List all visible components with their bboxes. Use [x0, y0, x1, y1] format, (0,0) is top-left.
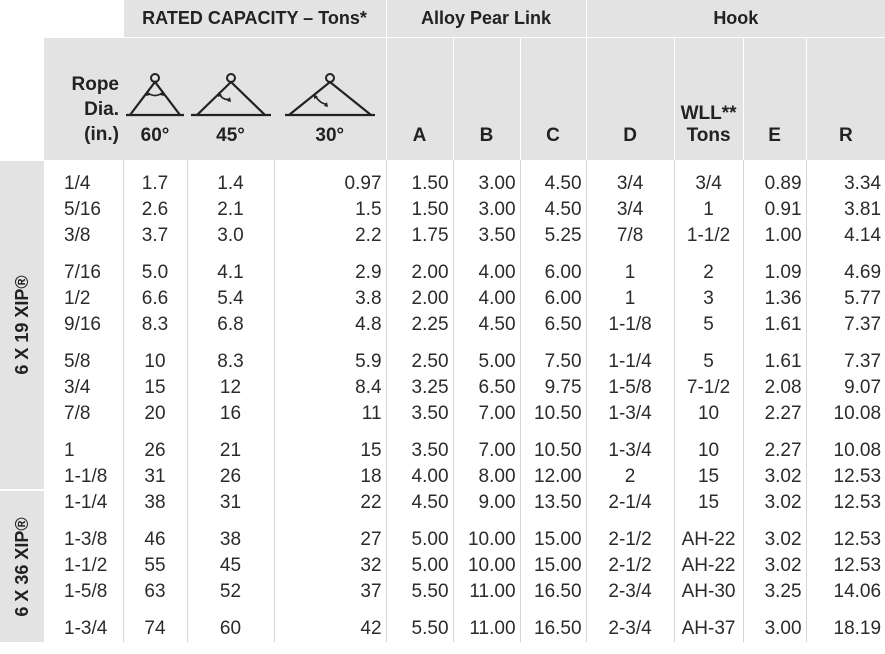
cell-hook-wll: 1-1/2 — [674, 223, 743, 249]
cell-cap-60: 15 — [123, 375, 187, 401]
cell-link-b: 10.00 — [453, 516, 520, 553]
cell-hook-r: 12.53 — [806, 490, 885, 516]
pear-link-header: Alloy Pear Link — [386, 0, 586, 38]
cell-hook-wll: 3/4 — [674, 160, 743, 197]
cell-hook-r: 12.53 — [806, 516, 885, 553]
cell-cap-60: 6.6 — [123, 286, 187, 312]
cell-cap-45: 8.3 — [187, 338, 274, 375]
cell-cap-45: 60 — [187, 605, 274, 642]
cell-hook-d: 1-5/8 — [586, 375, 674, 401]
cell-hook-wll: AH-30 — [674, 579, 743, 605]
cell-rope-dia: 5/8 — [64, 351, 91, 372]
cell-rope-dia: 3/8 — [64, 225, 91, 246]
table-row — [0, 579, 885, 605]
cell-hook-e: 1.09 — [743, 249, 806, 286]
cell-cap-30: 15 — [274, 427, 386, 464]
cell-hook-r: 4.69 — [806, 249, 885, 286]
cell-cap-60: 74 — [123, 605, 187, 642]
cell-hook-e: 3.02 — [743, 490, 806, 516]
cell-hook-e: 1.61 — [743, 338, 806, 375]
cell-link-c: 16.50 — [520, 579, 586, 605]
cell-cap-45: 21 — [187, 427, 274, 464]
cell-rope-dia: 9/16 — [64, 314, 101, 335]
cell-hook-e: 3.25 — [743, 579, 806, 605]
table-row — [0, 338, 885, 375]
cell-link-c: 15.00 — [520, 553, 586, 579]
cell-rope-dia: 1/2 — [64, 288, 91, 309]
cell-cap-45: 6.8 — [187, 312, 274, 338]
cell-hook-e: 1.36 — [743, 286, 806, 312]
cell-link-b: 3.00 — [453, 160, 520, 197]
table-row — [0, 375, 885, 401]
cell-link-c: 6.50 — [520, 312, 586, 338]
cell-rope-dia: 1-3/4 — [64, 618, 108, 639]
cell-hook-wll: 15 — [674, 464, 743, 490]
corner-blank — [0, 0, 44, 38]
cell-link-c: 6.00 — [520, 249, 586, 286]
cell-cap-30: 8.4 — [274, 375, 386, 401]
cell-link-c: 5.25 — [520, 223, 586, 249]
cell-hook-e: 2.08 — [743, 375, 806, 401]
cell-hook-wll: 5 — [674, 312, 743, 338]
cell-cap-30: 0.97 — [274, 160, 386, 197]
table-row — [0, 312, 885, 338]
cell-cap-30: 1.5 — [274, 197, 386, 223]
table-row — [0, 160, 885, 197]
cell-link-c: 7.50 — [520, 338, 586, 375]
cell-hook-d: 2-1/2 — [586, 553, 674, 579]
cell-link-a: 5.50 — [386, 605, 453, 642]
cell-hook-e: 1.61 — [743, 312, 806, 338]
cell-hook-wll: 1 — [674, 197, 743, 223]
cell-cap-60: 3.7 — [123, 223, 187, 249]
cell-cap-30: 5.9 — [274, 338, 386, 375]
cell-cap-30: 27 — [274, 516, 386, 553]
wll-header: WLL** Tons — [674, 38, 743, 161]
cell-link-a: 5.50 — [386, 579, 453, 605]
table-row — [0, 516, 885, 553]
cell-link-b: 4.00 — [453, 249, 520, 286]
cell-hook-d: 1 — [586, 286, 674, 312]
side-label-6x19: 6 X 19 XIP® — [0, 160, 44, 490]
table-row — [0, 427, 885, 464]
cell-hook-e: 0.89 — [743, 160, 806, 197]
cell-cap-45: 38 — [187, 516, 274, 553]
cell-link-a: 3.50 — [386, 401, 453, 427]
cell-link-b: 11.00 — [453, 605, 520, 642]
sling-60-icon — [126, 71, 184, 121]
cell-hook-d: 1 — [586, 249, 674, 286]
corner-blank-rope — [44, 0, 123, 38]
table-row — [0, 490, 885, 516]
cell-cap-60: 10 — [123, 338, 187, 375]
cell-link-b: 8.00 — [453, 464, 520, 490]
cell-hook-e: 3.02 — [743, 464, 806, 490]
cell-cap-30: 18 — [274, 464, 386, 490]
cell-hook-r: 12.53 — [806, 553, 885, 579]
cell-cap-45: 3.0 — [187, 223, 274, 249]
cell-hook-wll: 5 — [674, 338, 743, 375]
rope-dia-header: Rope Dia. (in.) — [44, 38, 123, 161]
cell-hook-d: 1-1/8 — [586, 312, 674, 338]
cell-hook-d: 1-3/4 — [586, 401, 674, 427]
cell-link-b: 11.00 — [453, 579, 520, 605]
cell-cap-30: 37 — [274, 579, 386, 605]
cell-hook-r: 5.77 — [806, 286, 885, 312]
angle-30-header: 30° — [274, 38, 386, 161]
table-row — [0, 197, 885, 223]
cell-rope-dia: 1/4 — [64, 173, 91, 194]
cell-link-c: 13.50 — [520, 490, 586, 516]
cell-hook-wll: 10 — [674, 427, 743, 464]
cell-hook-wll: 15 — [674, 490, 743, 516]
angle-60-header: 60° — [123, 38, 187, 161]
cell-link-a: 4.00 — [386, 464, 453, 490]
cell-link-c: 4.50 — [520, 197, 586, 223]
cell-link-b: 7.00 — [453, 427, 520, 464]
cell-hook-wll: 7-1/2 — [674, 375, 743, 401]
cell-cap-30: 22 — [274, 490, 386, 516]
cell-cap-45: 5.4 — [187, 286, 274, 312]
cell-hook-r: 9.07 — [806, 375, 885, 401]
cell-link-b: 5.00 — [453, 338, 520, 375]
cell-link-a: 5.00 — [386, 553, 453, 579]
cell-hook-e: 1.00 — [743, 223, 806, 249]
cell-rope-dia: 1-3/8 — [64, 529, 108, 550]
cell-cap-30: 32 — [274, 553, 386, 579]
cell-cap-45: 16 — [187, 401, 274, 427]
cell-link-b: 4.50 — [453, 312, 520, 338]
cell-hook-d: 1-1/4 — [586, 338, 674, 375]
col-a-header: A — [386, 38, 453, 161]
cell-hook-d: 3/4 — [586, 160, 674, 197]
hook-header: Hook — [586, 0, 885, 38]
cell-hook-r: 12.53 — [806, 464, 885, 490]
cell-cap-45: 4.1 — [187, 249, 274, 286]
cell-cap-60: 63 — [123, 579, 187, 605]
cell-link-c: 12.00 — [520, 464, 586, 490]
table-body — [0, 160, 885, 642]
cell-rope-dia: 7/8 — [64, 403, 91, 424]
cell-hook-d: 2-1/2 — [586, 516, 674, 553]
cell-link-b: 3.00 — [453, 197, 520, 223]
cell-cap-60: 46 — [123, 516, 187, 553]
cell-hook-d: 7/8 — [586, 223, 674, 249]
cell-hook-d: 1-3/4 — [586, 427, 674, 464]
cell-link-a: 5.00 — [386, 516, 453, 553]
col-d-header: D — [586, 38, 674, 161]
table-row — [0, 401, 885, 427]
col-b-header: B — [453, 38, 520, 161]
table-row — [0, 286, 885, 312]
cell-link-a: 1.75 — [386, 223, 453, 249]
cell-hook-d: 2-1/4 — [586, 490, 674, 516]
corner-blank-2 — [0, 38, 44, 161]
cell-link-c: 4.50 — [520, 160, 586, 197]
cell-hook-wll: 3 — [674, 286, 743, 312]
cell-link-c: 10.50 — [520, 427, 586, 464]
table-row — [0, 605, 885, 642]
cell-hook-r: 3.81 — [806, 197, 885, 223]
cell-cap-30: 3.8 — [274, 286, 386, 312]
col-e-header: E — [743, 38, 806, 161]
cell-link-a: 1.50 — [386, 160, 453, 197]
cell-hook-d: 2 — [586, 464, 674, 490]
table-row — [0, 464, 885, 490]
cell-link-a: 2.00 — [386, 249, 453, 286]
cell-hook-e: 3.02 — [743, 516, 806, 553]
cell-hook-e: 2.27 — [743, 427, 806, 464]
cell-rope-dia: 1-1/4 — [64, 492, 108, 513]
cell-hook-wll: 10 — [674, 401, 743, 427]
cell-cap-45: 26 — [187, 464, 274, 490]
table-row — [0, 553, 885, 579]
cell-hook-wll: AH-37 — [674, 605, 743, 642]
cell-hook-r: 7.37 — [806, 312, 885, 338]
cell-cap-60: 20 — [123, 401, 187, 427]
cell-rope-dia: 1-1/2 — [64, 555, 108, 576]
cell-hook-r: 7.37 — [806, 338, 885, 375]
cell-cap-60: 5.0 — [123, 249, 187, 286]
cell-hook-e: 3.02 — [743, 553, 806, 579]
cell-link-b: 4.00 — [453, 286, 520, 312]
angle-45-header: 45° — [187, 38, 274, 161]
cell-cap-45: 45 — [187, 553, 274, 579]
cell-link-b: 7.00 — [453, 401, 520, 427]
cell-link-c: 6.00 — [520, 286, 586, 312]
cell-cap-60: 8.3 — [123, 312, 187, 338]
rated-capacity-header: RATED CAPACITY – Tons* — [123, 0, 386, 38]
cell-cap-30: 42 — [274, 605, 386, 642]
table-row — [0, 249, 885, 286]
cell-cap-60: 38 — [123, 490, 187, 516]
side-label-6x36: 6 X 36 XIP® — [0, 490, 44, 642]
cell-hook-wll: 2 — [674, 249, 743, 286]
cell-hook-e: 3.00 — [743, 605, 806, 642]
cell-rope-dia: 1-1/8 — [64, 466, 108, 487]
cell-cap-45: 52 — [187, 579, 274, 605]
cell-link-a: 3.50 — [386, 427, 453, 464]
cell-hook-r: 10.08 — [806, 401, 885, 427]
cell-hook-r: 4.14 — [806, 223, 885, 249]
cell-cap-30: 2.9 — [274, 249, 386, 286]
cell-cap-45: 2.1 — [187, 197, 274, 223]
cell-cap-60: 26 — [123, 427, 187, 464]
cell-rope-dia: 1-5/8 — [64, 581, 108, 602]
cell-link-b: 3.50 — [453, 223, 520, 249]
cell-link-a: 2.50 — [386, 338, 453, 375]
cell-hook-d: 2-3/4 — [586, 579, 674, 605]
table-row — [0, 223, 885, 249]
sling-30-icon — [285, 71, 375, 121]
cell-cap-45: 12 — [187, 375, 274, 401]
cell-hook-wll: AH-22 — [674, 553, 743, 579]
cell-cap-60: 1.7 — [123, 160, 187, 197]
cell-link-a: 4.50 — [386, 490, 453, 516]
cell-link-c: 16.50 — [520, 605, 586, 642]
cell-link-a: 2.25 — [386, 312, 453, 338]
cell-hook-d: 2-3/4 — [586, 605, 674, 642]
cell-cap-60: 31 — [123, 464, 187, 490]
cell-hook-d: 3/4 — [586, 197, 674, 223]
cell-link-c: 9.75 — [520, 375, 586, 401]
cell-link-a: 3.25 — [386, 375, 453, 401]
cell-cap-60: 2.6 — [123, 197, 187, 223]
cell-hook-r: 14.06 — [806, 579, 885, 605]
cell-hook-e: 0.91 — [743, 197, 806, 223]
col-c-header: C — [520, 38, 586, 161]
cell-rope-dia: 5/16 — [64, 199, 101, 220]
cell-link-a: 2.00 — [386, 286, 453, 312]
cell-hook-r: 10.08 — [806, 427, 885, 464]
cell-cap-45: 31 — [187, 490, 274, 516]
cell-link-b: 6.50 — [453, 375, 520, 401]
cell-cap-60: 55 — [123, 553, 187, 579]
cell-hook-r: 18.19 — [806, 605, 885, 642]
cell-link-b: 9.00 — [453, 490, 520, 516]
cell-cap-45: 1.4 — [187, 160, 274, 197]
cell-link-a: 1.50 — [386, 197, 453, 223]
cell-cap-30: 2.2 — [274, 223, 386, 249]
sling-45-icon — [191, 71, 271, 121]
cell-cap-30: 11 — [274, 401, 386, 427]
cell-rope-dia: 7/16 — [64, 262, 101, 283]
cell-link-b: 10.00 — [453, 553, 520, 579]
cell-hook-wll: AH-22 — [674, 516, 743, 553]
cell-rope-dia: 3/4 — [64, 377, 91, 398]
cell-cap-30: 4.8 — [274, 312, 386, 338]
cell-rope-dia: 1 — [64, 440, 75, 461]
cell-link-c: 15.00 — [520, 516, 586, 553]
cell-hook-e: 2.27 — [743, 401, 806, 427]
col-r-header: R — [806, 38, 885, 161]
cell-hook-r: 3.34 — [806, 160, 885, 197]
cell-link-c: 10.50 — [520, 401, 586, 427]
